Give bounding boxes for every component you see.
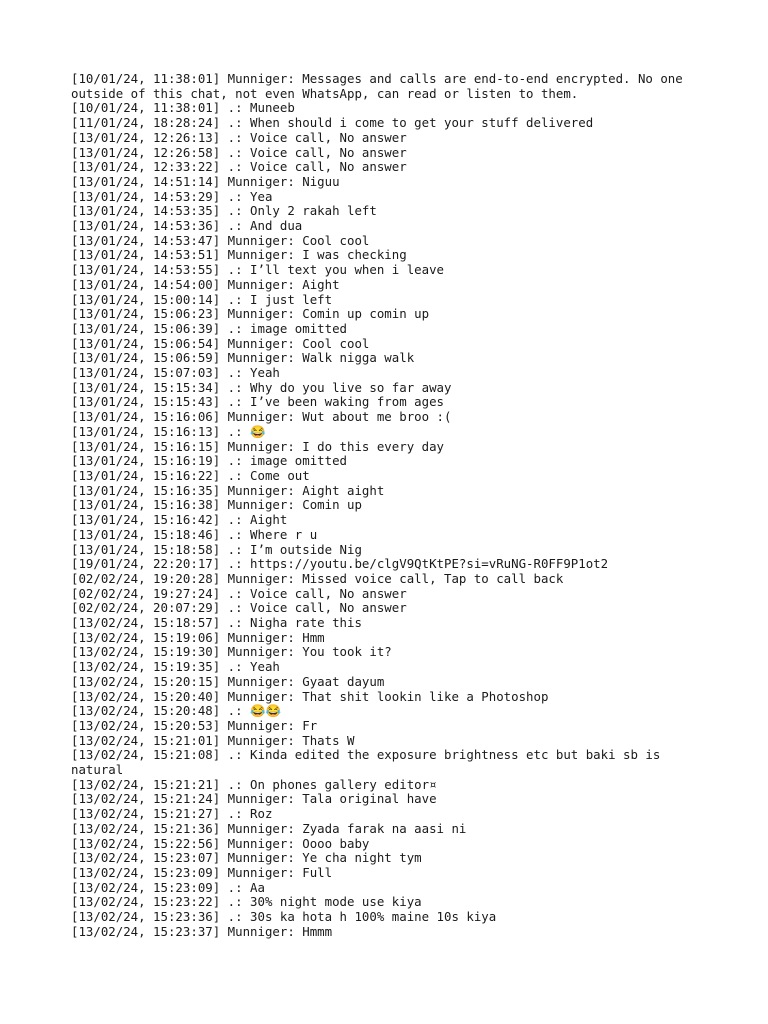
chat-line: [13/02/24, 15:23:09] .: Aa	[71, 879, 265, 895]
chat-line: [13/01/24, 14:53:55] .: I’ll text you when i leave	[71, 262, 444, 278]
chat-line: [19/01/24, 22:20:17] .: https://youtu.be/clgV9QtKtPE?si=vRuNG-R0FF9P1ot2	[71, 556, 609, 572]
chat-line: [13/01/24, 15:18:46] .: Where r u	[71, 526, 318, 542]
chat-line: [13/01/24, 15:15:34] .: Why do you live so far away	[71, 379, 452, 395]
chat-line: [13/01/24, 14:54:00] Munniger: Aight	[71, 276, 340, 292]
chat-line: [02/02/24, 19:27:24] .: Voice call, No answer	[71, 585, 407, 601]
chat-line: [13/02/24, 15:23:37] Munniger: Hmmm	[71, 923, 333, 939]
chat-line: [13/02/24, 15:20:53] Munniger: Fr	[71, 717, 318, 733]
chat-line: [13/01/24, 15:16:38] Munniger: Comin up	[71, 497, 362, 513]
chat-line: [13/01/24, 14:53:36] .: And dua	[71, 218, 303, 234]
chat-line: [13/02/24, 15:21:08] .: Kinda edited the exposure brightness etc but baki sb is natural	[71, 747, 668, 778]
chat-line: [02/02/24, 20:07:29] .: Voice call, No answer	[71, 600, 407, 616]
chat-line: [13/02/24, 15:20:48] .: 😂😂	[71, 703, 281, 719]
chat-line: [13/01/24, 15:06:39] .: image omitted	[71, 320, 348, 336]
chat-line: [13/02/24, 15:19:30] Munniger: You took it?	[71, 644, 392, 660]
chat-line: [13/01/24, 15:16:15] Munniger: I do this every day	[71, 438, 444, 454]
chat-line: [13/02/24, 15:20:15] Munniger: Gyaat dayum	[71, 673, 385, 689]
chat-line: [13/02/24, 15:23:22] .: 30% night mode use kiya	[71, 894, 422, 910]
chat-line: [13/01/24, 14:53:29] .: Yea	[71, 188, 273, 204]
chat-line: [10/01/24, 11:38:01] Munniger: Messages and calls are end-to-end encrypted. No one outside of this chat, not even WhatsApp, can read or listen to them.	[71, 71, 691, 101]
chat-line: [13/01/24, 14:53:47] Munniger: Cool cool	[71, 232, 370, 248]
chat-line: [13/02/24, 15:21:21] .: On phones gallery editor¤	[71, 776, 437, 792]
chat-line: [13/01/24, 15:16:42] .: Aight	[71, 512, 288, 528]
chat-line: [13/02/24, 15:20:40] Munniger: That shit lookin like a Photoshop	[71, 688, 549, 704]
chat-line: [13/01/24, 12:33:22] .: Voice call, No answer	[71, 159, 407, 175]
chat-line: [13/01/24, 15:15:43] .: I’ve been waking from ages	[71, 394, 444, 410]
chat-line: [13/01/24, 15:00:14] .: I just left	[71, 291, 333, 307]
chat-line: [13/02/24, 15:21:24] Munniger: Tala original have	[71, 791, 437, 807]
chat-line: [13/01/24, 14:53:35] .: Only 2 rakah left	[71, 203, 377, 219]
chat-line: [13/01/24, 15:16:22] .: Come out	[71, 467, 310, 483]
chat-line: [13/02/24, 15:22:56] Munniger: Oooo baby	[71, 835, 370, 851]
chat-line: [13/02/24, 15:23:07] Munniger: Ye cha night tym	[71, 850, 422, 866]
chat-line: [13/01/24, 15:07:03] .: Yeah	[71, 365, 280, 381]
chat-line: [13/01/24, 15:16:13] .: 😂	[71, 423, 266, 439]
chat-line: [13/02/24, 15:21:27] .: Roz	[71, 806, 273, 822]
chat-line: [13/01/24, 15:06:54] Munniger: Cool cool	[71, 335, 370, 351]
chat-line: [13/01/24, 15:16:19] .: image omitted	[71, 453, 348, 469]
chat-line: [13/01/24, 15:06:23] Munniger: Comin up comin up	[71, 306, 430, 322]
chat-line: [13/02/24, 15:21:36] Munniger: Zyada farak na aasi ni	[71, 820, 467, 836]
chat-line: [13/01/24, 14:53:51] Munniger: I was checking	[71, 247, 407, 263]
chat-line: [13/02/24, 15:19:35] .: Yeah	[71, 659, 280, 675]
chat-line: [13/01/24, 15:16:35] Munniger: Aight aight	[71, 482, 385, 498]
chat-line: [13/02/24, 15:21:01] Munniger: Thats W	[71, 732, 355, 748]
chat-line: [13/01/24, 12:26:13] .: Voice call, No answer	[71, 129, 407, 145]
chat-transcript	[71, 72, 701, 939]
chat-line: [13/01/24, 12:26:58] .: Voice call, No answer	[71, 144, 407, 160]
chat-line: [13/02/24, 15:23:36] .: 30s ka hota h 100% maine 10s kiya	[71, 909, 497, 925]
chat-line: [13/01/24, 15:18:58] .: I’m outside Nig	[71, 541, 362, 557]
chat-line: [02/02/24, 19:20:28] Munniger: Missed voice call, Tap to call back	[71, 570, 564, 586]
chat-line: [13/01/24, 15:16:06] Munniger: Wut about me broo :(	[71, 409, 452, 425]
chat-line: [13/02/24, 15:19:06] Munniger: Hmm	[71, 629, 325, 645]
chat-line: [13/02/24, 15:18:57] .: Nigha rate this	[71, 615, 362, 631]
chat-line: [13/02/24, 15:23:09] Munniger: Full	[71, 864, 333, 880]
chat-line: [10/01/24, 11:38:01] .: Muneeb	[71, 100, 295, 116]
chat-line: [13/01/24, 15:06:59] Munniger: Walk nigga walk	[71, 350, 415, 366]
chat-line: [11/01/24, 18:28:24] .: When should i come to get your stuff delivered	[71, 115, 594, 131]
chat-line: [13/01/24, 14:51:14] Munniger: Niguu	[71, 173, 340, 189]
